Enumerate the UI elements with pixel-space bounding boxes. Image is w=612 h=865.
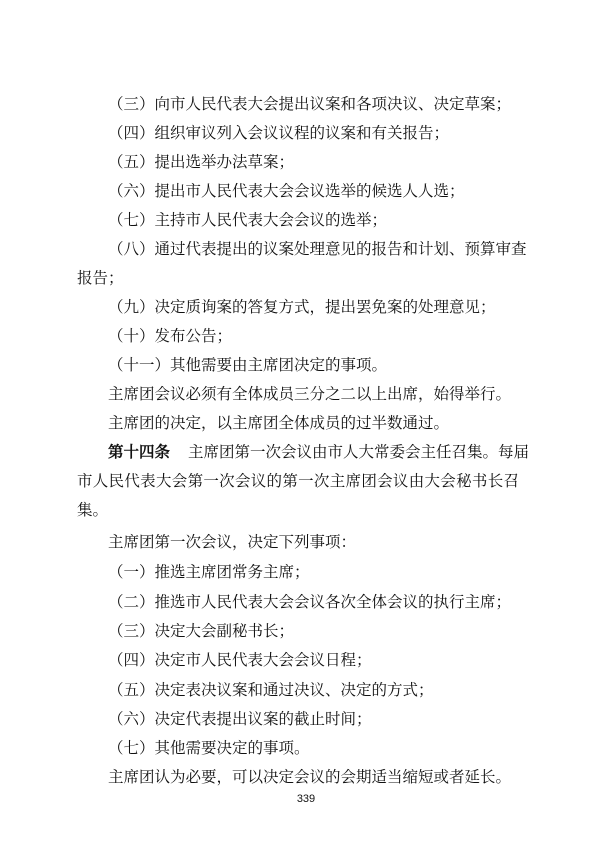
text-span: 主席团第一次会议由市人大常委会主任召集。每届 — [188, 443, 530, 461]
text-line: （四）组织审议列入会议议程的议案和有关报告； — [108, 124, 450, 142]
text-line: 主席团认为必要，可以决定会议的会期适当缩短或者延长。 — [108, 768, 512, 786]
text-line: 主席团的决定，以主席团全体成员的过半数通过。 — [108, 414, 450, 432]
text-line: （八）通过代表提出的议案处理意见的报告和计划、预算审查 — [108, 240, 527, 258]
text-line: （九）决定质询案的答复方式，提出罢免案的处理意见； — [108, 298, 496, 316]
text-line: 主席团会议必须有全体成员三分之二以上出席，始得举行。 — [108, 385, 512, 403]
text-line: （十）发布公告； — [108, 327, 233, 345]
text-line: （六）提出市人民代表大会会议选举的候选人人选； — [108, 182, 465, 200]
text-line: （六）决定代表提出议案的截止时间； — [108, 710, 372, 728]
text-line: 市人民代表大会第一次会议的第一次主席团会议由大会秘书长召 — [77, 472, 519, 490]
text-line: （七）主持市人民代表大会会议的选举； — [108, 211, 388, 229]
article-label: 第十四条 — [108, 442, 171, 461]
text-line: （二）推选市人民代表大会会议各次全体会议的执行主席； — [108, 593, 512, 611]
text-line: （一）推选主席团常务主席； — [108, 563, 310, 581]
text-line: （五）决定表决议案和通过决议、决定的方式； — [108, 681, 434, 699]
text-line: 集。 — [77, 501, 109, 519]
article-paragraph-first-line — [108, 442, 529, 462]
text-line: （四）决定市人民代表大会会议日程； — [108, 651, 372, 669]
text-line: （五）提出选举办法草案； — [108, 153, 295, 171]
text-line: （十一）其他需要由主席团决定的事项。 — [108, 356, 388, 374]
text-line: （三）向市人民代表大会提出议案和各项决议、决定草案； — [108, 95, 512, 113]
page-number: 339 — [296, 793, 316, 805]
text-line: （七）其他需要决定的事项。 — [108, 739, 310, 757]
text-line: （三）决定大会副秘书长； — [108, 622, 295, 640]
text-line: 主席团第一次会议，决定下列事项： — [108, 533, 357, 551]
text-line: 报告； — [77, 269, 124, 287]
